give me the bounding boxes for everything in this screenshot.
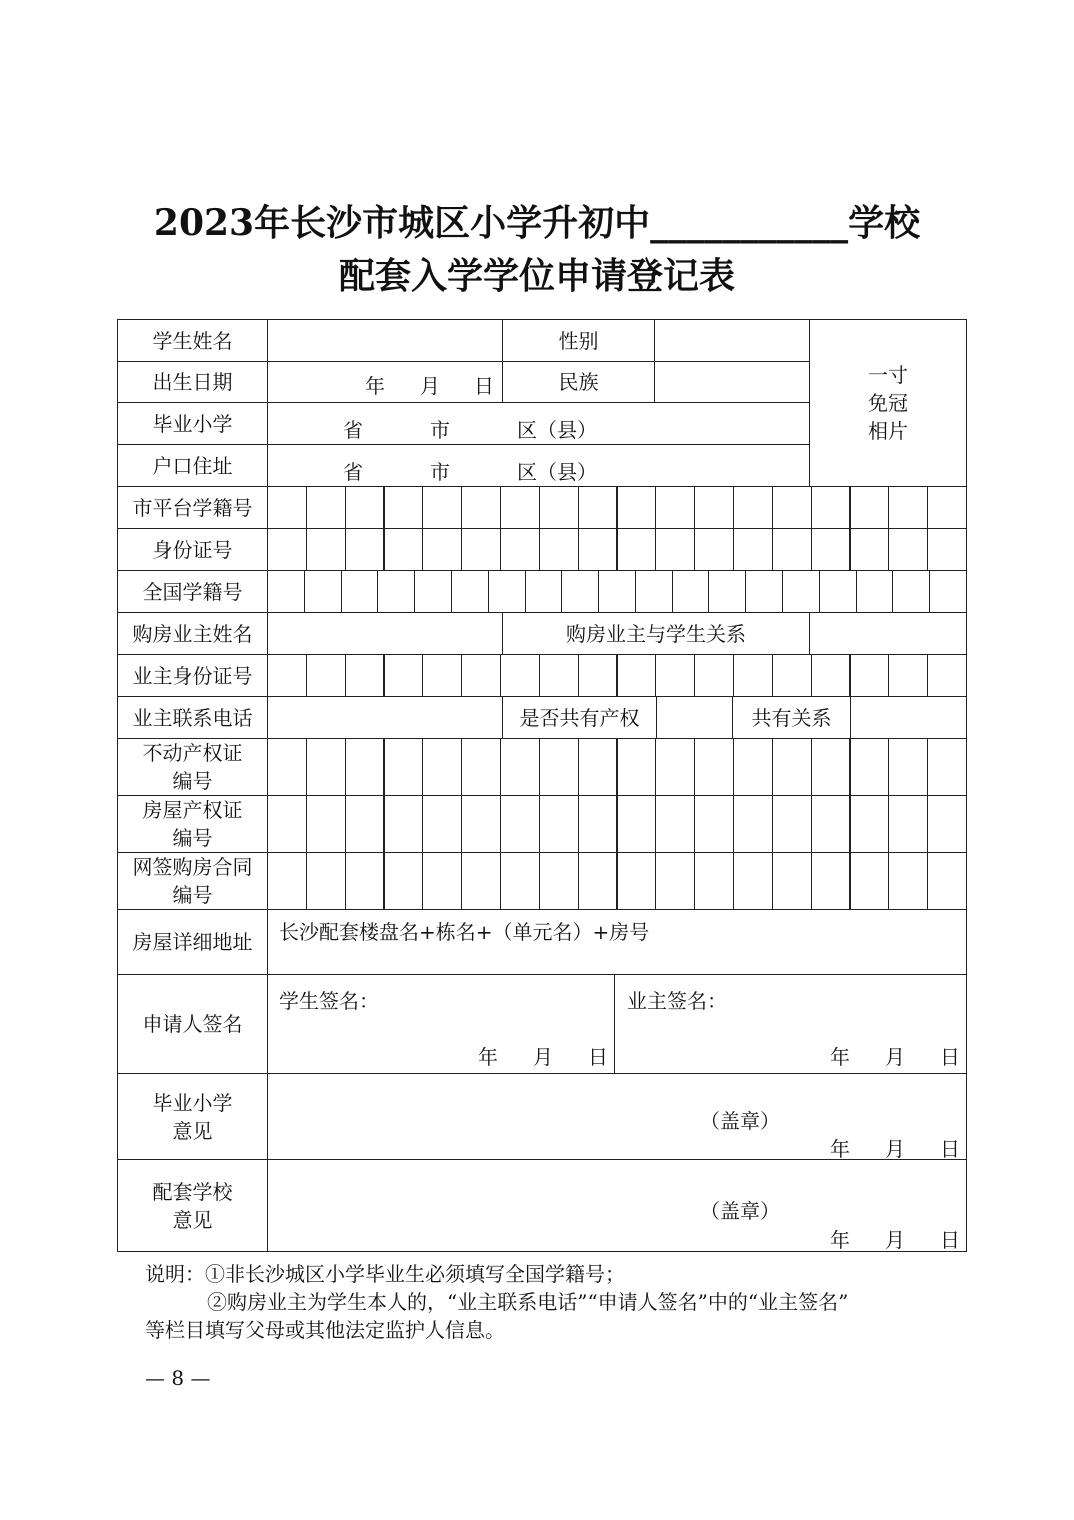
id-number-box[interactable]	[345, 528, 385, 571]
contract-box[interactable]	[500, 852, 540, 910]
hukou-city: 市	[430, 460, 450, 484]
national-student-id-box[interactable]	[341, 570, 379, 613]
contract-box[interactable]	[539, 852, 579, 910]
city-student-id-box[interactable]	[617, 486, 657, 529]
contract-box[interactable]	[267, 852, 307, 910]
city-student-id-box[interactable]	[345, 486, 385, 529]
id-number-box[interactable]	[384, 528, 424, 571]
owner-id-box[interactable]	[617, 654, 657, 697]
real-estate-cert-box[interactable]	[461, 738, 501, 796]
label-owner-relation: 购房业主与学生关系	[502, 612, 810, 655]
contract-box[interactable]	[578, 852, 618, 910]
gender-field[interactable]	[654, 319, 810, 362]
national-student-id-box[interactable]	[525, 570, 563, 613]
date-day: 日	[940, 1228, 960, 1252]
city-student-id-box[interactable]	[655, 486, 695, 529]
label-real-estate-cert-line: 编号	[172, 769, 213, 793]
photo-box-line: 相片	[868, 419, 908, 443]
house-cert-box[interactable]	[655, 795, 695, 853]
house-cert-box[interactable]	[694, 795, 734, 853]
label-grad-opinion-line: 毕业小学	[152, 1090, 233, 1115]
birth-date-field[interactable]	[267, 361, 503, 403]
national-student-id-box[interactable]	[488, 570, 526, 613]
grad-school-district: 区（县）	[517, 418, 597, 442]
city-student-id-box[interactable]	[422, 486, 462, 529]
contract-box[interactable]	[888, 852, 928, 910]
house-cert-box[interactable]	[811, 795, 851, 853]
owner-id-box[interactable]	[578, 654, 618, 697]
contract-box[interactable]	[927, 852, 967, 910]
house-cert-box[interactable]	[772, 795, 812, 853]
label-birth-date: 出生日期	[117, 361, 268, 403]
real-estate-cert-box[interactable]	[733, 738, 773, 796]
contract-box[interactable]	[461, 852, 501, 910]
year-label: 年	[365, 374, 385, 398]
house-cert-box[interactable]	[927, 795, 967, 853]
national-student-id-box[interactable]	[267, 570, 305, 613]
owner-relation-field[interactable]	[809, 612, 967, 655]
national-student-id-box[interactable]	[414, 570, 452, 613]
real-estate-cert-box[interactable]	[850, 738, 890, 796]
label-co-relation: 共有关系	[732, 696, 851, 739]
id-number-box[interactable]	[772, 528, 812, 571]
label-student-name: 学生姓名	[117, 319, 268, 362]
seal-label: （盖章）	[700, 1109, 780, 1133]
address-hint: 长沙配套楼盘名+栋名+（单元名）+房号	[279, 920, 650, 944]
real-estate-cert-box[interactable]	[694, 738, 734, 796]
real-estate-cert-box[interactable]	[617, 738, 657, 796]
label-house-cert-line: 房屋产权证	[142, 798, 243, 822]
label-ethnicity: 民族	[502, 361, 655, 403]
id-number-box[interactable]	[422, 528, 462, 571]
grad-school-province: 省	[343, 418, 363, 442]
city-student-id-box[interactable]	[539, 486, 579, 529]
city-student-id-box[interactable]	[500, 486, 540, 529]
house-cert-box[interactable]	[733, 795, 773, 853]
owner-id-box[interactable]	[888, 654, 928, 697]
note-3: 等栏目填写父母或其他法定监护人信息。	[145, 1318, 505, 1342]
label-contract	[117, 852, 268, 910]
note-2: ②购房业主为学生本人的，“业主联系电话”“申请人签名”中的“业主签名”	[207, 1290, 849, 1314]
month-label: 月	[420, 374, 440, 398]
owner-id-box[interactable]	[850, 654, 890, 697]
form-title-line1: 2023年长沙市城区小学升初中___________学校	[153, 202, 921, 244]
contract-box[interactable]	[306, 852, 346, 910]
house-cert-box[interactable]	[500, 795, 540, 853]
student-sign-label: 学生签名：	[279, 989, 379, 1013]
label-national-student-id: 全国学籍号	[117, 570, 268, 613]
id-number-box[interactable]	[811, 528, 851, 571]
owner-phone-field[interactable]	[267, 696, 503, 739]
contract-box[interactable]	[850, 852, 890, 910]
national-student-id-box[interactable]	[929, 570, 967, 613]
house-cert-box[interactable]	[384, 795, 424, 853]
national-student-id-box[interactable]	[856, 570, 894, 613]
owner-id-box[interactable]	[461, 654, 501, 697]
owner-id-box[interactable]	[384, 654, 424, 697]
id-number-box[interactable]	[500, 528, 540, 571]
real-estate-cert-box[interactable]	[539, 738, 579, 796]
owner-id-box[interactable]	[694, 654, 734, 697]
label-owner-phone: 业主联系电话	[117, 696, 268, 739]
national-student-id-box[interactable]	[561, 570, 599, 613]
id-number-box[interactable]	[888, 528, 928, 571]
house-cert-box[interactable]	[345, 795, 385, 853]
id-number-box[interactable]	[733, 528, 773, 571]
city-student-id-box[interactable]	[306, 486, 346, 529]
day-label: 日	[474, 374, 494, 398]
national-student-id-box[interactable]	[672, 570, 710, 613]
label-gender: 性别	[502, 319, 655, 362]
real-estate-cert-box[interactable]	[578, 738, 618, 796]
owner-id-box[interactable]	[267, 654, 307, 697]
national-student-id-box[interactable]	[708, 570, 746, 613]
real-estate-cert-box[interactable]	[927, 738, 967, 796]
city-student-id-box[interactable]	[461, 486, 501, 529]
real-estate-cert-box[interactable]	[267, 738, 307, 796]
label-grad-opinion	[117, 1073, 268, 1160]
city-student-id-box[interactable]	[578, 486, 618, 529]
id-number-box[interactable]	[539, 528, 579, 571]
city-student-id-box[interactable]	[772, 486, 812, 529]
owner-id-box[interactable]	[500, 654, 540, 697]
note-1: 说明：①非长沙城区小学毕业生必须填写全国学籍号；	[145, 1262, 625, 1286]
grad-school-city: 市	[430, 418, 450, 442]
date-year: 年	[830, 1045, 850, 1069]
page-number: — 8 —	[145, 1366, 211, 1390]
label-match-opinion-line: 意见	[172, 1207, 213, 1232]
id-number-box[interactable]	[927, 528, 967, 571]
real-estate-cert-box[interactable]	[655, 738, 695, 796]
contract-box[interactable]	[617, 852, 657, 910]
city-student-id-box[interactable]	[384, 486, 424, 529]
contract-box[interactable]	[422, 852, 462, 910]
date-year: 年	[830, 1137, 850, 1161]
owner-id-box[interactable]	[811, 654, 851, 697]
form-title-line2: 配套入学学位申请登记表	[338, 255, 735, 297]
owner-id-box[interactable]	[927, 654, 967, 697]
owner-id-box[interactable]	[306, 654, 346, 697]
seal-label: （盖章）	[700, 1199, 780, 1223]
house-cert-box[interactable]	[461, 795, 501, 853]
owner-id-box[interactable]	[345, 654, 385, 697]
national-student-id-box[interactable]	[892, 570, 930, 613]
owner-id-box[interactable]	[733, 654, 773, 697]
house-cert-box[interactable]	[617, 795, 657, 853]
city-student-id-box[interactable]	[267, 486, 307, 529]
label-grad-school: 毕业小学	[117, 402, 268, 445]
house-cert-box[interactable]	[422, 795, 462, 853]
date-day: 日	[940, 1045, 960, 1069]
house-cert-box[interactable]	[539, 795, 579, 853]
national-student-id-box[interactable]	[598, 570, 636, 613]
date-day: 日	[940, 1137, 960, 1161]
real-estate-cert-box[interactable]	[500, 738, 540, 796]
city-student-id-box[interactable]	[811, 486, 851, 529]
city-student-id-box[interactable]	[733, 486, 773, 529]
house-cert-box[interactable]	[578, 795, 618, 853]
contract-box[interactable]	[772, 852, 812, 910]
hukou-district: 区（县）	[517, 460, 597, 484]
id-number-box[interactable]	[267, 528, 307, 571]
co-ownership-field[interactable]	[656, 696, 733, 739]
label-house-cert-line: 编号	[172, 826, 213, 850]
photo-box	[809, 319, 967, 487]
ethnicity-field[interactable]	[654, 361, 810, 403]
label-id-number: 身份证号	[117, 528, 268, 571]
label-match-opinion-line: 配套学校	[152, 1179, 233, 1204]
national-student-id-box[interactable]	[451, 570, 489, 613]
national-student-id-box[interactable]	[635, 570, 673, 613]
national-student-id-box[interactable]	[377, 570, 415, 613]
label-owner-name: 购房业主姓名	[117, 612, 268, 655]
id-number-box[interactable]	[655, 528, 695, 571]
real-estate-cert-box[interactable]	[422, 738, 462, 796]
date-month: 月	[885, 1137, 905, 1161]
city-student-id-box[interactable]	[927, 486, 967, 529]
photo-box-line: 一寸	[868, 363, 908, 387]
real-estate-cert-box[interactable]	[345, 738, 385, 796]
national-student-id-box[interactable]	[745, 570, 783, 613]
contract-box[interactable]	[384, 852, 424, 910]
owner-name-field[interactable]	[267, 612, 503, 655]
label-address: 房屋详细地址	[117, 909, 268, 975]
student-name-field[interactable]	[267, 319, 503, 362]
label-grad-opinion-line: 意见	[172, 1118, 213, 1143]
label-contract-line: 编号	[172, 883, 213, 907]
house-cert-box[interactable]	[306, 795, 346, 853]
real-estate-cert-box[interactable]	[811, 738, 851, 796]
label-match-opinion	[117, 1159, 268, 1252]
label-city-student-id: 市平台学籍号	[117, 486, 268, 529]
label-contract-line: 网签购房合同	[132, 855, 253, 879]
owner-id-box[interactable]	[655, 654, 695, 697]
date-day: 日	[588, 1045, 608, 1069]
id-number-box[interactable]	[461, 528, 501, 571]
date-month: 月	[533, 1045, 553, 1069]
label-owner-id: 业主身份证号	[117, 654, 268, 697]
owner-sign-label: 业主签名：	[627, 989, 727, 1013]
id-number-box[interactable]	[617, 528, 657, 571]
real-estate-cert-box[interactable]	[384, 738, 424, 796]
owner-id-box[interactable]	[539, 654, 579, 697]
contract-box[interactable]	[655, 852, 695, 910]
id-number-box[interactable]	[694, 528, 734, 571]
city-student-id-box[interactable]	[694, 486, 734, 529]
id-number-box[interactable]	[578, 528, 618, 571]
house-cert-box[interactable]	[850, 795, 890, 853]
contract-box[interactable]	[811, 852, 851, 910]
house-cert-box[interactable]	[888, 795, 928, 853]
photo-box-line: 免冠	[868, 391, 908, 415]
label-co-ownership: 是否共有产权	[502, 696, 657, 739]
date-year: 年	[478, 1045, 498, 1069]
id-number-box[interactable]	[306, 528, 346, 571]
grad-opinion-field[interactable]	[267, 1073, 967, 1160]
owner-id-box[interactable]	[772, 654, 812, 697]
contract-box[interactable]	[345, 852, 385, 910]
contract-box[interactable]	[733, 852, 773, 910]
real-estate-cert-box[interactable]	[306, 738, 346, 796]
id-number-box[interactable]	[850, 528, 890, 571]
label-real-estate-cert	[117, 738, 268, 796]
label-applicant-sign: 申请人签名	[117, 974, 268, 1074]
match-opinion-field[interactable]	[267, 1159, 967, 1252]
co-relation-field[interactable]	[850, 696, 967, 739]
label-hukou: 户口住址	[117, 444, 268, 487]
national-student-id-box[interactable]	[819, 570, 857, 613]
real-estate-cert-box[interactable]	[772, 738, 812, 796]
hukou-province: 省	[343, 460, 363, 484]
real-estate-cert-box[interactable]	[888, 738, 928, 796]
label-real-estate-cert-line: 不动产权证	[142, 741, 243, 765]
national-student-id-box[interactable]	[304, 570, 342, 613]
date-year: 年	[830, 1228, 850, 1252]
city-student-id-box[interactable]	[850, 486, 890, 529]
date-month: 月	[885, 1045, 905, 1069]
label-house-cert	[117, 795, 268, 853]
house-cert-box[interactable]	[267, 795, 307, 853]
owner-id-box[interactable]	[422, 654, 462, 697]
city-student-id-box[interactable]	[888, 486, 928, 529]
date-month: 月	[885, 1228, 905, 1252]
contract-box[interactable]	[694, 852, 734, 910]
national-student-id-box[interactable]	[782, 570, 820, 613]
